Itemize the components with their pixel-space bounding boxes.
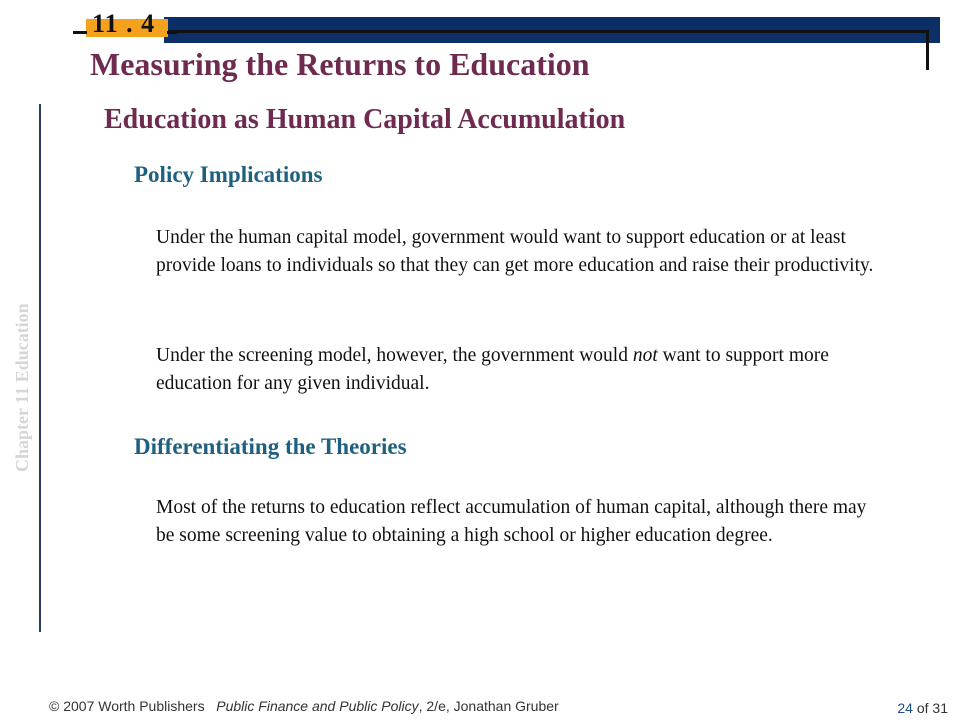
section-number: 11 . 4 xyxy=(92,9,156,38)
paragraph-screening-after: want to support more education for any given individual. xyxy=(156,345,829,394)
footer-edition: , 2/e, Jonathan Gruber xyxy=(418,698,559,714)
paragraph-human-capital: Under the human capital model, government would want to support education or at least provide loans to individuals so that they can get more education and raise their productivity. xyxy=(156,227,874,276)
paragraph-screening-emphasis: not xyxy=(632,345,658,366)
paragraph-screening xyxy=(156,342,876,398)
header-dash-left xyxy=(73,31,87,34)
heading-policy-implications: Policy Implications xyxy=(134,162,323,187)
slide-title: Measuring the Returns to Education xyxy=(90,46,590,82)
chapter-label-text: Chapter 11 Education xyxy=(12,303,32,472)
footer-publisher: © 2007 Worth Publishers xyxy=(49,698,205,714)
footer-book: Public Finance and Public Policy xyxy=(216,698,419,714)
paragraph-returns: Most of the returns to education reflect accumulation of human capital, although there may be some screening value to obtaining a high school or higher education degree. xyxy=(156,497,867,546)
slide-subtitle: Education as Human Capital Accumulation xyxy=(104,104,626,135)
header-rule xyxy=(168,30,928,33)
page-number xyxy=(868,700,948,716)
header-dash-mid xyxy=(167,31,177,34)
footer-credit xyxy=(49,698,559,714)
page-of: of xyxy=(912,700,933,716)
paragraph-screening-before: Under the screening model, however, the government would xyxy=(156,345,633,366)
page-current: 24 xyxy=(897,700,913,716)
page-total: 31 xyxy=(932,700,948,716)
heading-differentiating-theories: Differentiating the Theories xyxy=(134,434,407,459)
side-divider xyxy=(39,104,41,632)
header-corner-block xyxy=(929,17,940,43)
